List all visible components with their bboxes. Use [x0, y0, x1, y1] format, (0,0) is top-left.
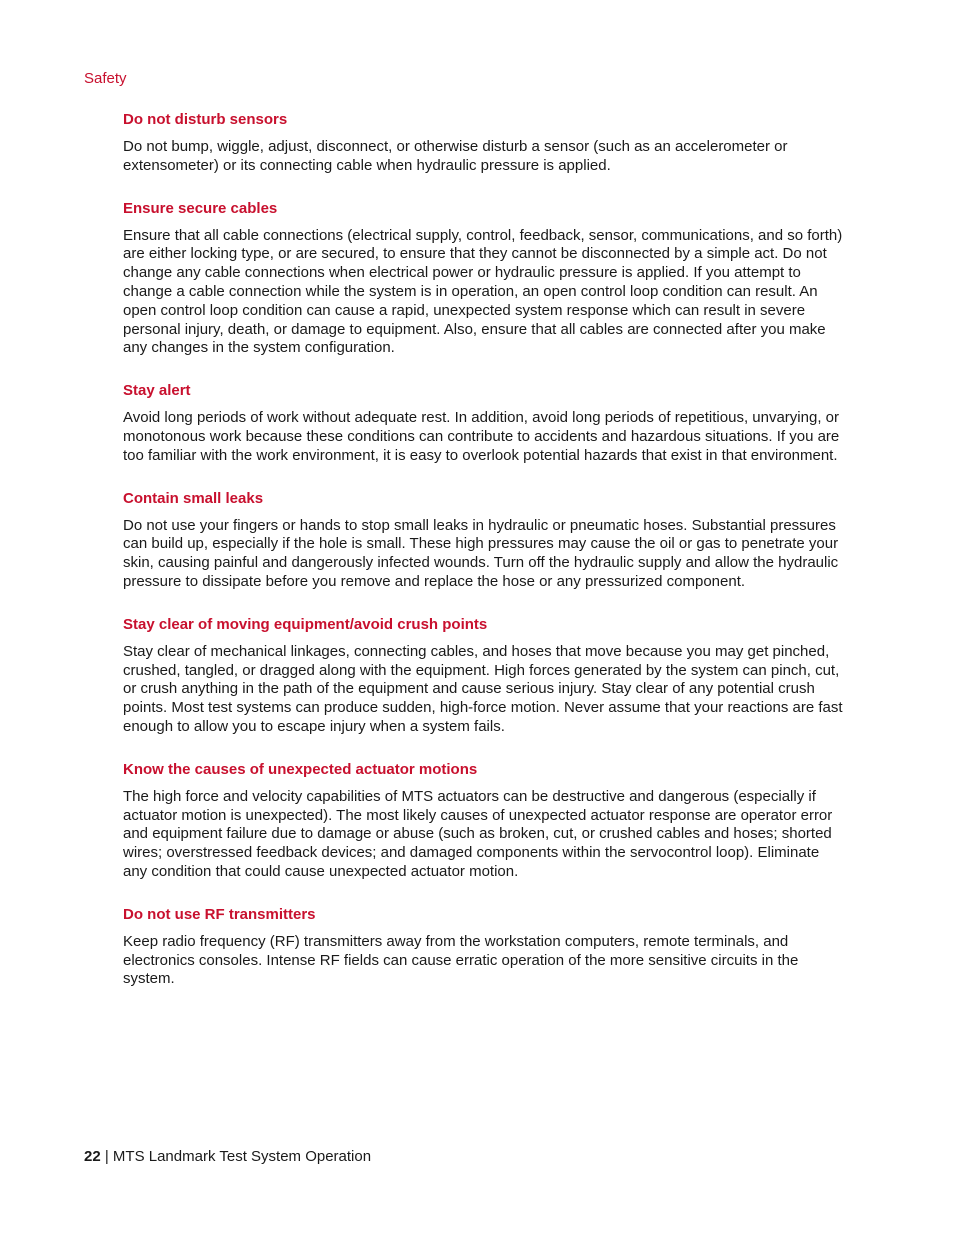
section-body: Keep radio frequency (RF) transmitters away from the workstation computers, remote terminals, and electronics consoles. Intense RF fields can cause erratic operation of the more sensitive circuits in the system.: [123, 932, 799, 988]
section-body: Ensure that all cable connections (electrical supply, control, feedback, sensor, communications, and so forth) are either locking type, or are secured, to ensure that they cannot be disconnected by a simple act. Do not change any cable connections when electrical power or hydraulic pressure is applied. If you attempt to change a cable connection while the system is in operation, an open control loop condition can result. An open control loop condition can cause a rapid, unexpected system response which can result in severe personal injury, death, or damage to equipment. Also, ensure that all cables are connected after you make any changes in the system configuration.: [123, 226, 843, 357]
section-heading: Stay clear of moving equipment/avoid crush points: [123, 615, 488, 633]
document-title: MTS Landmark Test System Operation: [112, 1148, 372, 1165]
page-number: 22: [84, 1148, 101, 1165]
section-body: Do not use your fingers or hands to stop small leaks in hydraulic or pneumatic hoses. Substantial pressures can build up, especially if the hole is small. These high pressures may cause the oil or gas to penetrate your skin, causing painful and dangerously infected wounds. Turn off the hydraulic supply and allow the hydraulic pressure to dissipate before you remove and replace the hose or any pressurized component.: [123, 516, 839, 590]
section-heading: Stay alert: [123, 382, 191, 400]
section-crush-points: [123, 615, 845, 737]
section-heading: Contain small leaks: [123, 489, 264, 507]
footer-separator: |: [100, 1148, 113, 1165]
section-rf-transmitters: [123, 905, 845, 989]
page-footer: [84, 1148, 371, 1165]
section-body: Do not bump, wiggle, adjust, disconnect, or otherwise disturb a sensor (such as an accelerometer or extensometer) or its connecting cable when hydraulic pressure is applied.: [123, 138, 788, 174]
section-heading: Do not use RF transmitters: [123, 905, 316, 923]
section-heading: Know the causes of unexpected actuator motions: [123, 760, 478, 778]
page-content: [123, 110, 845, 1012]
section-heading: Ensure secure cables: [123, 199, 278, 217]
section-body: Avoid long periods of work without adequate rest. In addition, avoid long periods of repetitious, unvarying, or monotonous work because these conditions can contribute to accidents and hazardous situations. If you are too familiar with the work environment, it is easy to overlook potential hazards that exist in that environment.: [123, 409, 840, 464]
section-leaks: [123, 489, 845, 592]
section-body: The high force and velocity capabilities of MTS actuators can be destructive and dangerous (especially if actuator motion is unexpected). The most likely causes of unexpected actuator response are operator error and equipment failure due to damage or abuse (such as broken, cut, or crushed cables and hoses; shorted wires; overstressed feedback devices; and damaged components within the servocontrol loop). Eliminate any condition that could cause unexpected actuator motion.: [123, 787, 833, 880]
section-body: Stay clear of mechanical linkages, connecting cables, and hoses that move because you may get pinched, crushed, tangled, or dragged along with the equipment. High forces generated by the system can pinch, cut, or crush anything in the path of the equipment and cause serious injury. Stay clear of any potential crush points. Most test systems can produce sudden, high-force motion. Never assume that your reactions are fast enough to allow you to escape injury when a system fails.: [123, 642, 843, 735]
section-cables: [123, 199, 845, 359]
section-sensors: [123, 110, 845, 176]
section-actuator-motions: [123, 760, 845, 882]
section-stay-alert: [123, 381, 845, 465]
running-head-section-name: Safety: [84, 70, 127, 87]
section-heading: Do not disturb sensors: [123, 111, 288, 128]
